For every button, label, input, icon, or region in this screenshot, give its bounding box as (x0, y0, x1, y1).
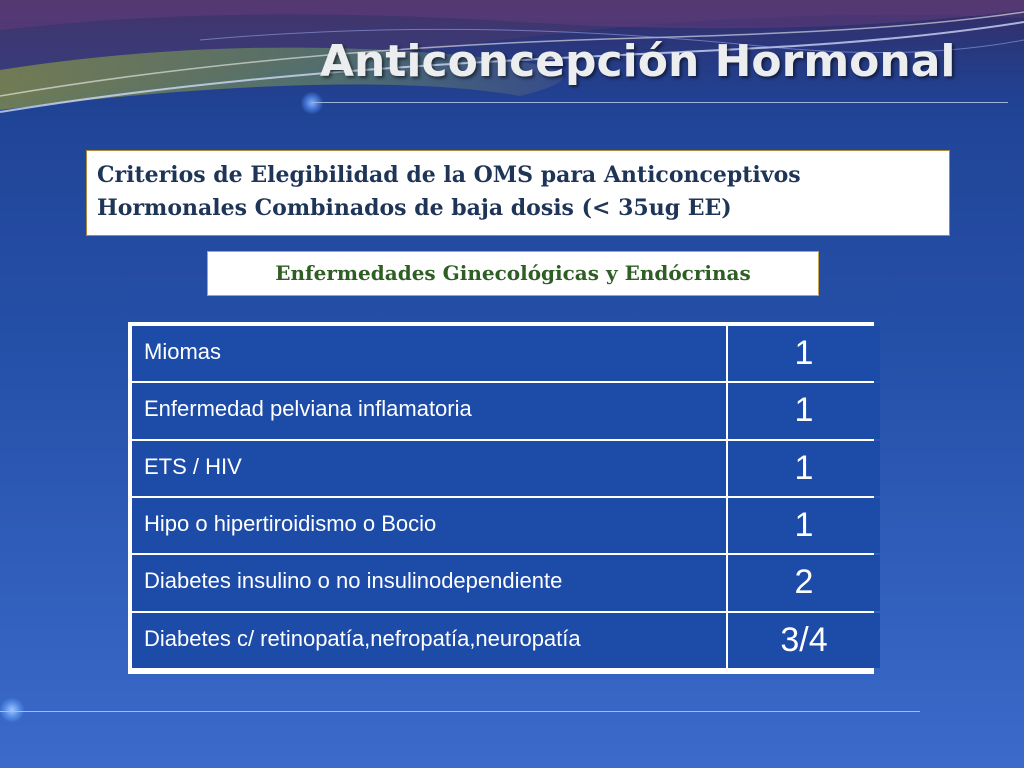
footer-divider (0, 711, 920, 712)
table-row (132, 441, 880, 496)
category-cell: 2 (728, 555, 880, 610)
table-row (132, 555, 880, 610)
table-row (132, 383, 880, 438)
slide-title: Anticoncepción Hormonal (320, 36, 956, 87)
section-subheading: Enfermedades Ginecológicas y Endócrinas (207, 251, 819, 296)
condition-cell: Diabetes insulino o no insulinodependiente (132, 555, 726, 610)
criteria-line-2: Hormonales Combinados de baja dosis (< 35ug EE) (97, 195, 732, 221)
glow-dot-decoration (0, 698, 24, 722)
condition-cell: Diabetes c/ retinopatía,nefropatía,neuropatía (132, 613, 726, 668)
condition-cell: Miomas (132, 326, 726, 381)
category-cell: 1 (728, 441, 880, 496)
criteria-line-1: Criterios de Elegibilidad de la OMS para Anticonceptivos (97, 162, 801, 188)
condition-cell: Enfermedad pelviana inflamatoria (132, 383, 726, 438)
table-row (132, 498, 880, 553)
title-divider (312, 102, 1008, 103)
condition-cell: ETS / HIV (132, 441, 726, 496)
category-cell: 1 (728, 326, 880, 381)
category-cell: 1 (728, 383, 880, 438)
category-cell: 1 (728, 498, 880, 553)
category-cell: 3/4 (728, 613, 880, 668)
table-row (132, 326, 880, 381)
criteria-box (86, 150, 950, 236)
table-row (132, 613, 880, 668)
condition-cell: Hipo o hipertiroidismo o Bocio (132, 498, 726, 553)
eligibility-table (128, 322, 874, 674)
